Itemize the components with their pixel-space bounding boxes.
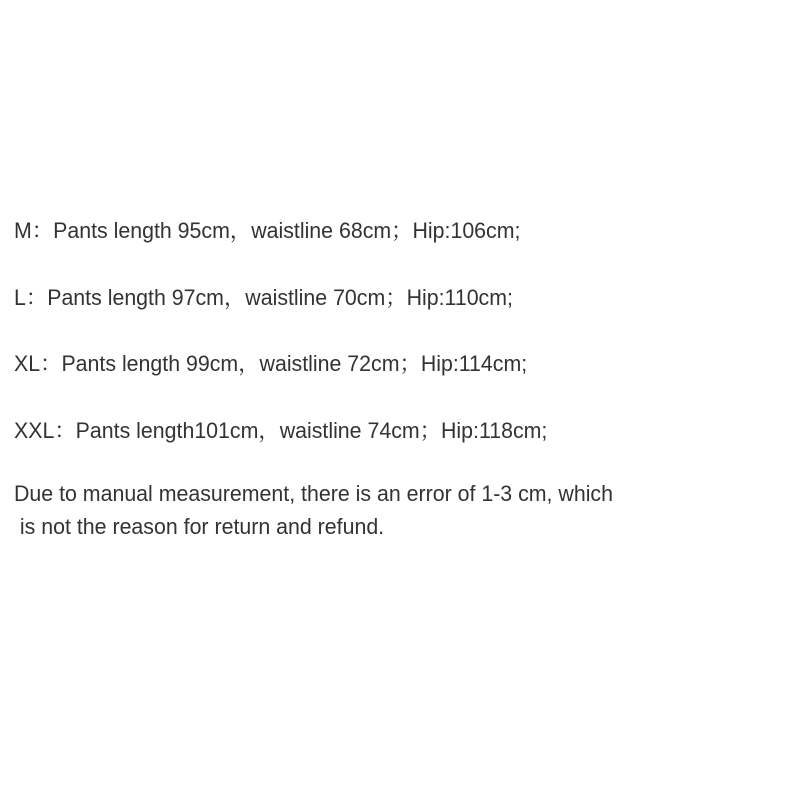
size-xxl-row: XXL：Pants length101cm，waistline 74cm；Hip:118cm; xyxy=(14,418,548,443)
size-l-row: L：Pants length 97cm，waistline 70cm；Hip:110cm; xyxy=(14,285,513,310)
size-xl-row: XL：Pants length 99cm，waistline 72cm；Hip:114cm; xyxy=(14,351,528,376)
measurement-note-line-1: Due to manual measurement, there is an error of 1-3 cm, which xyxy=(14,481,613,506)
size-m-row: M：Pants length 95cm，waistline 68cm；Hip:106cm; xyxy=(14,218,521,243)
measurement-note-line-2: is not the reason for return and refund. xyxy=(14,514,385,539)
